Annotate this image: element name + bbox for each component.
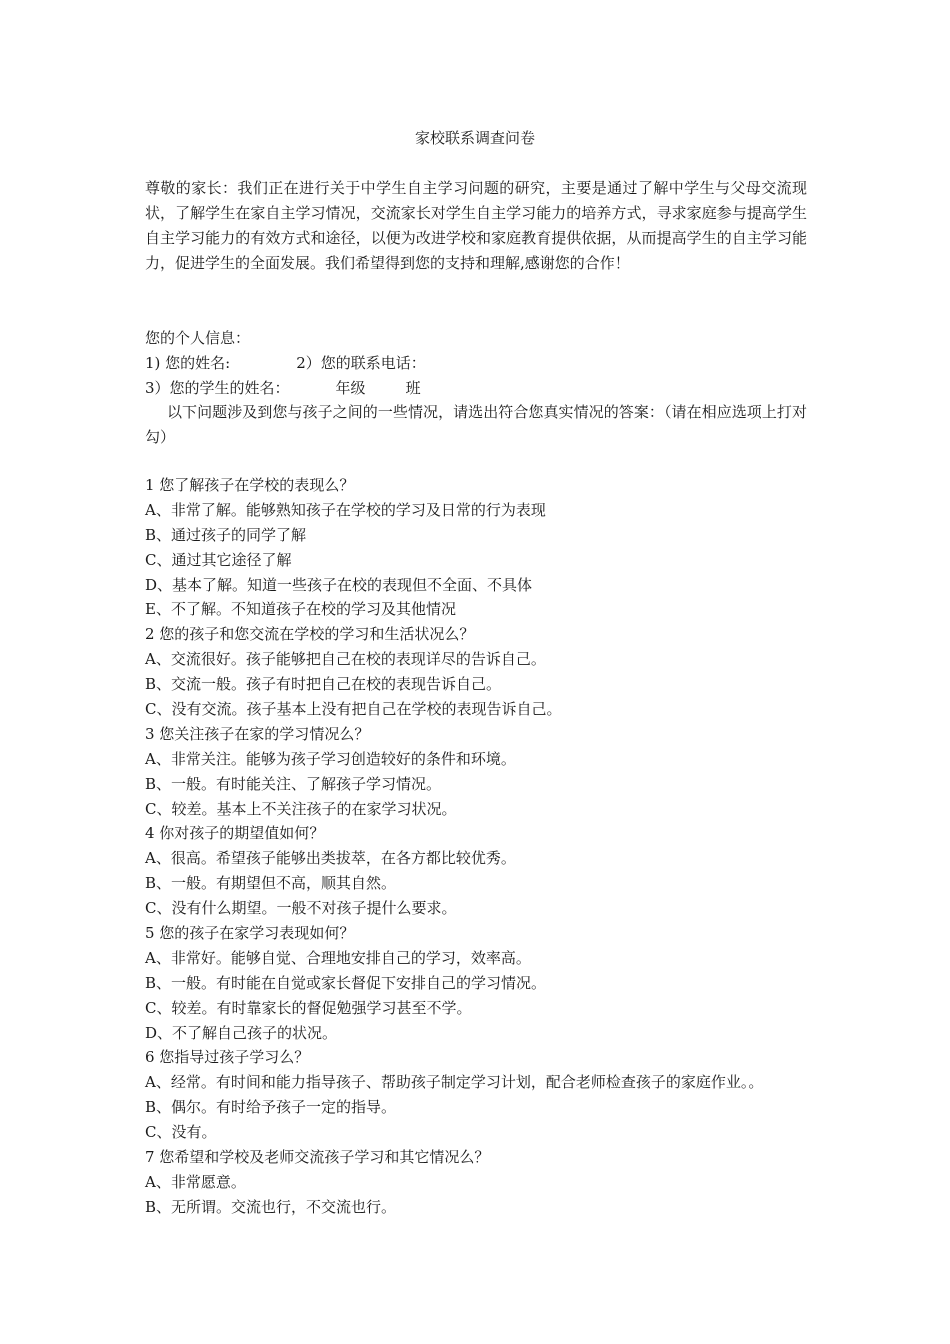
question-text: 4 你对孩子的期望值如何？ <box>145 824 325 843</box>
answer-option[interactable]: C、通过其它途径了解 <box>145 550 292 569</box>
document-title: 家校联系调查问卷 <box>414 129 535 147</box>
question-text: 3 您关注孩子在家的学习情况么？ <box>145 724 370 743</box>
answer-option[interactable]: B、交流一般。孩子有时把自己在校的表现告诉自己。 <box>145 675 502 694</box>
answer-option[interactable]: C、没有什么期望。一般不对孩子提什么要求。 <box>145 899 457 918</box>
answer-option[interactable]: C、较差。基本上不关注孩子的在家学习状况。 <box>145 799 457 818</box>
question-text: 2 您的孩子和您交流在学校的学习和生活状况么？ <box>145 625 475 644</box>
answer-option[interactable]: A、非常了解。能够熟知孩子在学校的学习及日常的行为表现 <box>145 500 546 519</box>
answer-option[interactable]: B、一般。有时能关注、了解孩子学习情况。 <box>145 774 442 793</box>
class-label: 班 <box>405 379 421 397</box>
answer-option[interactable]: B、一般。有时能在自觉或家长督促下安排自己的学习情况。 <box>145 973 547 992</box>
personal-info-row-2 <box>145 376 807 401</box>
answer-option[interactable]: A、非常愿意。 <box>145 1172 246 1191</box>
question-text: 6 您指导过孩子学习么？ <box>145 1048 310 1067</box>
intro-paragraph: 尊敬的家长：我们正在进行关于中学生自主学习问题的研究，主要是通过了解中学生与父母交流现状，了解学生在家自主学习情况，交流家长对学生自主学习能力的培养方式，寻求家庭参与提高学生自主学习能力的有效方式和途径，以便为改进学校和家庭教育提供依据，从而提高学生的自主学习能力，促进学生的全面发展。我们希望得到您的支持和理解,感谢您的合作！ <box>145 179 807 272</box>
question-text: 5 您的孩子在家学习表现如何？ <box>145 924 355 943</box>
student-name-label: 3）您的学生的姓名： <box>145 379 290 397</box>
answer-option[interactable]: E、不了解。不知道孩子在校的学习及其他情况 <box>145 600 456 619</box>
answer-option[interactable]: A、非常关注。能够为孩子学习创造较好的条件和环境。 <box>145 749 516 768</box>
answer-option[interactable]: A、很高。希望孩子能够出类拔萃，在各方都比较优秀。 <box>145 849 516 868</box>
answer-option[interactable]: D、基本了解。知道一些孩子在校的表现但不全面、不具体 <box>145 575 533 594</box>
instruction-paragraph: 以下问题涉及到您与孩子之间的一些情况，请选出符合您真实情况的答案：（请在相应选项上打对勾） <box>145 403 807 446</box>
answer-option[interactable]: B、通过孩子的同学了解 <box>145 525 307 544</box>
phone-label: 2）您的联系电话： <box>296 354 426 372</box>
answer-option[interactable]: B、偶尔。有时给予孩子一定的指导。 <box>145 1098 397 1117</box>
answer-option[interactable]: B、一般。有期望但不高，顺其自然。 <box>145 874 397 893</box>
answer-option[interactable]: C、没有。 <box>145 1123 217 1142</box>
answer-option[interactable]: A、交流很好。孩子能够把自己在校的表现详尽的告诉自己。 <box>145 650 546 669</box>
answer-option[interactable]: D、不了解自己孩子的状况。 <box>145 1023 338 1042</box>
name-label: 1) 您的姓名: <box>145 354 231 372</box>
grade-label: 年级 <box>335 379 366 397</box>
personal-info-row-1 <box>145 351 807 376</box>
questions-list <box>145 473 807 1220</box>
question-text: 1 您了解孩子在学校的表现么？ <box>145 476 355 494</box>
answer-option[interactable]: A、经常。有时间和能力指导孩子、帮助孩子制定学习计划，配合老师检查孩子的家庭作业。。 <box>145 1073 764 1092</box>
personal-info-heading: 您的个人信息： <box>145 329 251 347</box>
answer-option[interactable]: C、较差。有时靠家长的督促勉强学习甚至不学。 <box>145 998 472 1017</box>
answer-option[interactable]: C、没有交流。孩子基本上没有把自己在学校的表现告诉自己。 <box>145 700 562 719</box>
answer-option[interactable]: B、无所谓。交流也行，不交流也行。 <box>145 1197 397 1216</box>
personal-info-section <box>145 326 807 401</box>
answer-option[interactable]: A、非常好。能够自觉、合理地安排自己的学习，效率高。 <box>145 948 531 967</box>
question-text: 7 您希望和学校及老师交流孩子学习和其它情况么？ <box>145 1148 490 1167</box>
